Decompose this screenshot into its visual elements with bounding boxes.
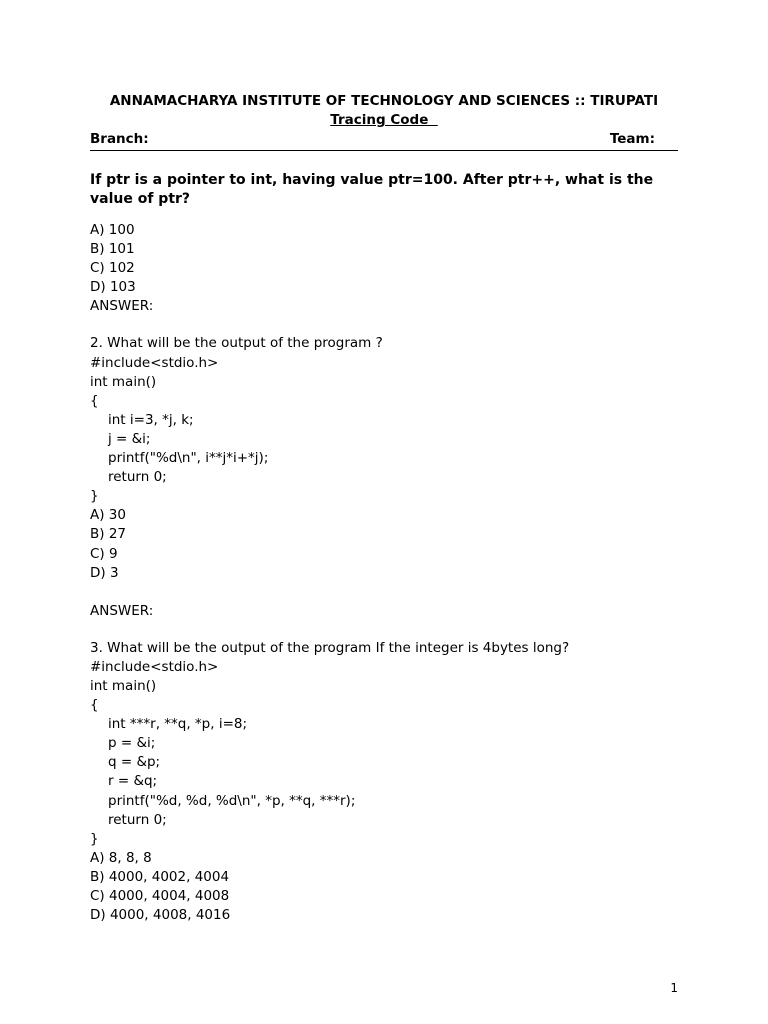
code-line: int main() <box>90 373 157 390</box>
code-line: printf("%d, %d, %d\n", *p, **q, ***r); <box>108 792 356 809</box>
answer-label: ANSWER: <box>90 298 154 315</box>
code-line: return 0; <box>108 811 167 828</box>
code-line: r = &q; <box>108 773 158 790</box>
code-line: { <box>90 392 99 409</box>
option-a: A) 30 <box>90 507 126 524</box>
code-line: int ***r, **q, *p, i=8; <box>108 716 248 733</box>
institute-title: ANNAMACHARYA INSTITUTE OF TECHNOLOGY AND SCIENCES :: TIRUPATI <box>109 93 659 109</box>
question-1-options <box>90 221 678 925</box>
answer-label: ANSWER: <box>90 602 154 619</box>
option-a: A) 100 <box>90 222 135 238</box>
code-line: #include<stdio.h> <box>90 354 219 371</box>
code-line: q = &p; <box>108 754 161 771</box>
branch-team-row <box>90 130 678 151</box>
code-line: int i=3, *j, k; <box>108 411 194 428</box>
document-page <box>90 92 678 925</box>
option-b: B) 4000, 4002, 4004 <box>90 868 230 885</box>
code-line: int main() <box>90 677 157 694</box>
question-3-text: 3. What will be the output of the program If the integer is 4bytes long? <box>90 639 570 656</box>
option-c: C) 102 <box>90 260 135 277</box>
option-d: D) 3 <box>90 564 119 581</box>
code-line: printf("%d\n", i**j*i+*j); <box>108 450 269 467</box>
team-label: Team: <box>609 131 655 147</box>
question-1-text: If ptr is a pointer to int, having value ptr=100. After ptr++, what is the value of ptr? <box>90 172 654 207</box>
code-line: j = &i; <box>108 430 151 447</box>
option-a: A) 8, 8, 8 <box>90 849 152 866</box>
code-line: p = &i; <box>108 735 156 752</box>
option-b: B) 27 <box>90 526 126 543</box>
option-d: D) 103 <box>90 279 136 296</box>
option-b: B) 101 <box>90 241 135 258</box>
code-line: return 0; <box>108 469 167 486</box>
page-number: 1 <box>670 981 678 995</box>
code-line: } <box>90 488 99 505</box>
document-subtitle: Tracing Code <box>330 112 438 128</box>
code-line: } <box>90 830 99 847</box>
option-c: C) 4000, 4004, 4008 <box>90 888 230 904</box>
code-line: #include<stdio.h> <box>90 658 219 675</box>
code-line: { <box>90 697 99 714</box>
option-c: C) 9 <box>90 545 118 562</box>
branch-label: Branch: <box>90 131 149 147</box>
question-2-text: 2. What will be the output of the program ? <box>90 335 383 352</box>
option-d: D) 4000, 4008, 4016 <box>90 907 231 924</box>
